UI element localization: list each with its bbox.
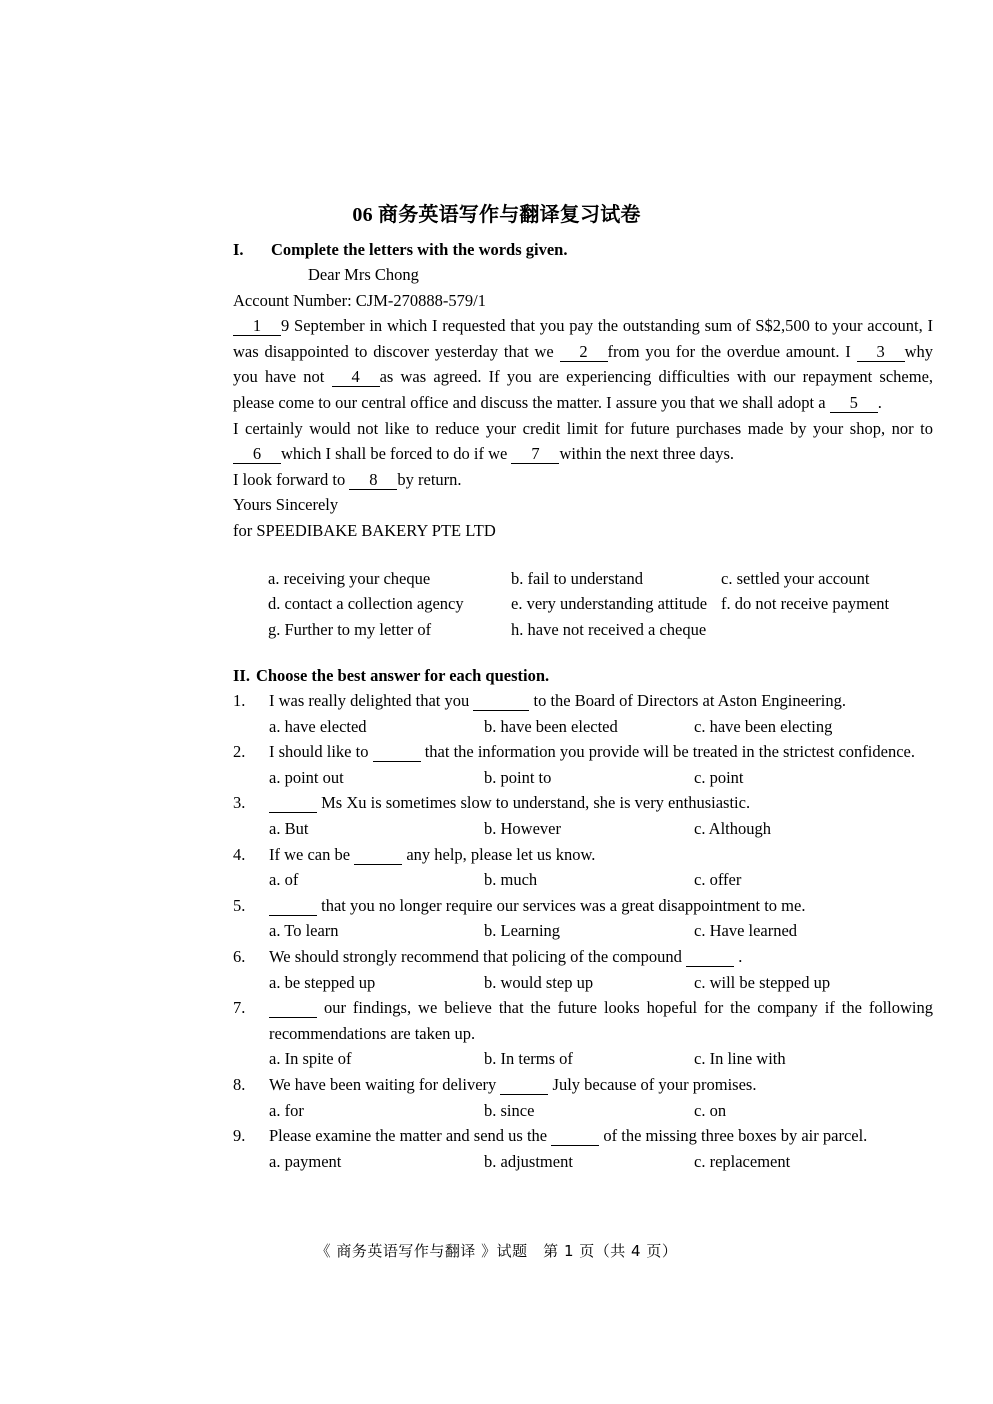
question-number: 3. — [233, 793, 246, 813]
question-text-after: our findings, we believe that the future looks hopeful for the company if the following recommendations are taken up. — [269, 998, 933, 1043]
question-text-after: that you no longer require our services was a great disappointment to me. — [321, 895, 806, 915]
page-footer: 《 商务英语写作与翻译 》试题 第 1 页（共 4 页） — [315, 1242, 678, 1260]
word-bank — [268, 566, 933, 643]
question-item — [233, 790, 933, 816]
section-two — [233, 664, 933, 1174]
word-bank-row — [268, 566, 933, 592]
letter-closing: Yours Sincerely — [233, 495, 339, 515]
question-blank — [269, 999, 317, 1018]
question-text-after: of the missing three boxes by air parcel. — [603, 1126, 868, 1146]
question-item — [233, 1123, 933, 1149]
question-blank — [354, 846, 402, 865]
letter-para1-text-a: 9 September in which I requested that you pay the outstanding sum of S$2,500 to your account, I was disappointed to discover yesterday that we — [233, 316, 933, 361]
word-bank-option-empty — [721, 617, 933, 643]
word-bank-option-c: c. settled your account — [721, 568, 870, 588]
letter-blank-1: 1 — [233, 317, 281, 336]
option-a[interactable]: a. payment — [269, 1151, 342, 1171]
question-text — [269, 1123, 933, 1149]
section-one-heading — [233, 238, 933, 262]
option-c[interactable]: c. Have learned — [694, 921, 798, 941]
question-blank — [473, 692, 529, 711]
page-title: 06 商务英语写作与翻译复习试卷 — [352, 204, 641, 226]
letter-para1-text-d: as was agreed. If you are experiencing difficulties with our repayment scheme, please come to our central office and discuss the matter. I assure you that we shall adopt a — [233, 367, 934, 412]
question-text-after: to the Board of Directors at Aston Engineering. — [533, 691, 846, 711]
word-bank-row — [268, 591, 933, 617]
letter-para2-text-a: I certainly would not like to reduce your credit limit for future purchases made by your shop, nor to — [233, 418, 933, 438]
section-one-heading-text: Complete the letters with the words given. — [271, 240, 568, 259]
option-b[interactable]: b. adjustment — [484, 1151, 573, 1171]
section-two-heading-text: Choose the best answer for each question. — [255, 666, 550, 686]
letter-blank-6: 6 — [233, 445, 281, 464]
word-bank-option-h: h. have not received a cheque — [511, 619, 707, 639]
section-two-heading — [233, 664, 933, 688]
letter-para3-text-b: by return. — [397, 469, 462, 489]
letter-blank-2: 2 — [560, 343, 608, 362]
option-a[interactable]: a. of — [269, 870, 299, 890]
question-text-before: We have been waiting for delivery — [269, 1074, 497, 1094]
question-text — [269, 790, 933, 816]
letter-para2-text-b: which I shall be forced to do if we — [281, 444, 508, 464]
question-number: 9. — [233, 1126, 246, 1146]
option-b[interactable]: b. much — [484, 870, 538, 890]
option-c[interactable]: c. offer — [694, 870, 742, 890]
question-options — [269, 714, 933, 740]
option-b[interactable]: b. However — [484, 819, 561, 838]
question-text — [269, 1072, 933, 1098]
document-content — [233, 238, 933, 1174]
question-number: 6. — [233, 946, 246, 966]
question-number: 4. — [233, 844, 246, 864]
letter-blank-7: 7 — [511, 445, 559, 464]
option-b[interactable]: b. Learning — [484, 921, 561, 941]
question-item — [233, 842, 933, 868]
question-blank — [551, 1127, 599, 1146]
letter-account-line: Account Number: CJM-270888-579/1 — [233, 290, 486, 310]
option-c[interactable]: c. In line with — [694, 1049, 786, 1069]
section-two-numeral: II. — [233, 666, 250, 686]
letter-blank-4: 4 — [332, 368, 380, 387]
question-options — [269, 918, 933, 944]
option-a[interactable]: a. To learn — [269, 921, 339, 941]
option-b[interactable]: b. In terms of — [484, 1049, 573, 1069]
word-bank-row — [268, 617, 933, 643]
question-number: 1. — [233, 691, 246, 711]
letter-block — [233, 262, 933, 544]
question-text-before: I was really delighted that you — [269, 691, 470, 711]
letter-blank-8: 8 — [349, 471, 397, 490]
option-a[interactable]: a. have elected — [269, 716, 367, 736]
question-blank — [373, 743, 421, 762]
question-text-before: If we can be — [269, 844, 351, 864]
letter-para1-text-b: from you for the overdue amount. I — [607, 341, 851, 361]
option-b[interactable]: b. would step up — [484, 972, 594, 992]
letter-para2-text-c: within the next three days. — [559, 444, 735, 464]
question-item — [233, 944, 933, 970]
question-text-after: . — [738, 946, 743, 966]
question-text — [269, 688, 933, 714]
question-text-after: that the information you provide will be treated in the strictest confidence. — [424, 742, 915, 762]
option-c[interactable]: c. on — [694, 1100, 727, 1120]
letter-blank-3: 3 — [857, 343, 905, 362]
question-item — [233, 739, 933, 765]
letter-para3-text-a: I look forward to — [233, 469, 346, 489]
option-a[interactable]: a. for — [269, 1100, 304, 1120]
letter-salutation: Dear Mrs Chong — [308, 265, 419, 284]
question-text — [269, 739, 933, 765]
option-c[interactable]: c. will be stepped up — [694, 972, 831, 992]
question-text-after: July because of your promises. — [552, 1074, 757, 1094]
question-text — [269, 842, 933, 868]
question-options — [269, 1098, 933, 1124]
letter-paragraph-3 — [233, 467, 933, 493]
question-text-before: I should like to — [269, 742, 369, 762]
word-bank-option-d: d. contact a collection agency — [268, 594, 464, 614]
letter-company: for SPEEDIBAKE BAKERY PTE LTD — [233, 520, 496, 540]
question-text — [269, 995, 933, 1046]
option-a[interactable]: a. point out — [269, 767, 344, 787]
word-bank-option-f: f. do not receive payment — [721, 594, 890, 614]
question-options — [269, 867, 933, 893]
question-blank — [686, 948, 734, 967]
question-number: 2. — [233, 742, 246, 762]
question-number: 7. — [233, 998, 246, 1018]
question-text-before: We should strongly recommend that policing of the compound — [269, 946, 682, 966]
question-number: 8. — [233, 1074, 246, 1094]
letter-para1-end: . — [877, 392, 882, 412]
letter-paragraph-2 — [233, 416, 933, 467]
option-a[interactable]: a. be stepped up — [269, 972, 376, 992]
question-options — [269, 1046, 933, 1072]
option-b[interactable]: b. since — [484, 1100, 535, 1120]
question-number: 5. — [233, 895, 246, 915]
option-c[interactable]: c. Although — [694, 819, 771, 838]
question-text-after: Ms Xu is sometimes slow to understand, she is very enthusiastic. — [321, 793, 751, 813]
question-item — [233, 688, 933, 714]
question-text — [269, 944, 933, 970]
question-text-before: Please examine the matter and send us the — [269, 1126, 548, 1146]
word-bank-option-a: a. receiving your cheque — [268, 568, 431, 588]
question-options — [269, 1149, 933, 1175]
question-options — [269, 816, 933, 842]
question-blank — [500, 1076, 548, 1095]
option-c[interactable]: c. have been electing — [694, 716, 833, 736]
option-b[interactable]: b. have been elected — [484, 716, 618, 736]
question-options — [269, 970, 933, 996]
question-text-after: any help, please let us know. — [406, 844, 596, 864]
letter-paragraph-1 — [233, 313, 933, 415]
word-bank-option-g: g. Further to my letter of — [268, 619, 432, 639]
question-item — [233, 893, 933, 919]
question-blank — [269, 794, 317, 813]
question-text — [269, 893, 933, 919]
option-b[interactable]: b. point to — [484, 767, 552, 787]
question-blank — [269, 897, 317, 916]
letter-para1-text-c: why you have not — [233, 341, 934, 387]
option-c[interactable]: c. replacement — [694, 1151, 791, 1171]
option-a[interactable]: a. In spite of — [269, 1049, 352, 1069]
word-bank-option-b: b. fail to understand — [511, 568, 643, 588]
section-one-numeral: I. — [233, 240, 244, 259]
option-c[interactable]: c. point — [694, 767, 744, 787]
question-options — [269, 765, 933, 791]
option-a[interactable]: a. But — [269, 819, 309, 838]
word-bank-option-e: e. very understanding attitude — [511, 594, 708, 614]
question-item — [233, 995, 933, 1046]
question-item — [233, 1072, 933, 1098]
letter-blank-5: 5 — [830, 394, 878, 413]
